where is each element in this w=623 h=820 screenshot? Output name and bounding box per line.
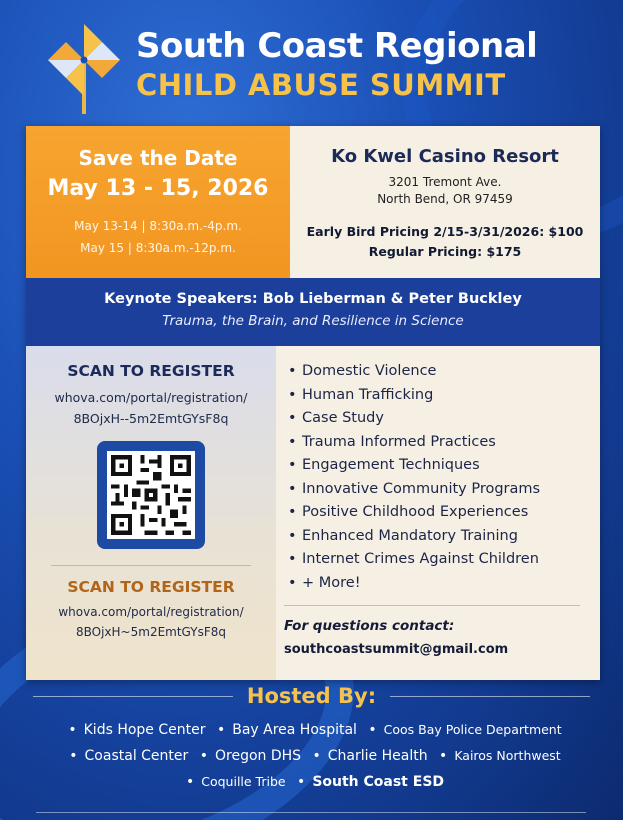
topic-item: • Human Trafficking <box>288 386 434 403</box>
registration-url-2[interactable] <box>26 602 276 642</box>
topic-item: • Positive Childhood Experiences <box>288 504 529 520</box>
divider <box>36 812 586 813</box>
topic-item: • Engagement Techniques <box>288 457 480 473</box>
title-line-1: South Coast Regional <box>136 26 538 66</box>
date-panel <box>26 126 290 278</box>
keynote-topic: Trauma, the Brain, and Resilience in Science <box>162 313 464 329</box>
hosted-by-section <box>0 684 623 795</box>
topic-item: • Trauma Informed Practices <box>288 433 496 450</box>
topic-item: • Enhanced Mandatory Training <box>288 527 518 544</box>
host-item: Oregon DHS <box>215 748 302 764</box>
contact-label: For questions contact: <box>284 618 455 634</box>
venue-panel <box>290 126 600 278</box>
host-item: Kairos Northwest <box>454 748 561 763</box>
topic-item: • + More! <box>288 574 361 591</box>
event-dates: May 13 - 15, 2026 <box>47 176 269 201</box>
registration-url-2-line-2: 8BOjxH~5m2EmtGYsF8q <box>76 625 226 639</box>
contact-email[interactable]: southcoastsummit@gmail.com <box>284 642 509 657</box>
address-line-1: 3201 Tremont Ave. <box>388 175 502 189</box>
venue-name: Ko Kwel Casino Resort <box>331 146 559 167</box>
time-line-2: May 15 | 8:30a.m.-12p.m. <box>80 241 236 255</box>
host-item: Charlie Health <box>327 748 428 764</box>
keynote-banner <box>26 278 600 346</box>
pinwheel-icon <box>44 20 124 114</box>
registration-url[interactable] <box>26 387 276 429</box>
host-item: Coquille Tribe <box>201 774 286 789</box>
topic-item: • Internet Crimes Against Children <box>288 551 539 567</box>
divider <box>284 605 580 606</box>
keynote-speakers: Keynote Speakers: Bob Lieberman & Peter Buckley <box>104 291 522 307</box>
divider <box>390 696 590 697</box>
pricing <box>290 222 600 262</box>
qr-code-frame[interactable] <box>97 441 205 549</box>
time-line-1: May 13-14 | 8:30a.m.-4p.m. <box>74 219 242 233</box>
hosted-by-title: Hosted By: <box>246 684 377 708</box>
host-list <box>0 717 623 795</box>
early-bird-pricing: Early Bird Pricing 2/15-3/31/2026: $100 <box>306 224 584 239</box>
topic-list <box>288 360 600 595</box>
info-card <box>26 126 600 680</box>
host-item: Kids Hope Center <box>83 722 206 738</box>
regular-pricing: Regular Pricing: $175 <box>368 244 522 259</box>
registration-url-2-line-1: whova.com/portal/registration/ <box>58 605 244 619</box>
host-item: Coos Bay Police Department <box>383 722 562 737</box>
qr-code-icon <box>107 451 195 539</box>
registration-url-line-1: whova.com/portal/registration/ <box>54 390 248 405</box>
host-row-1: • Kids Hope Center • Bay Area Hospital • Coos Bay Police Department <box>68 722 562 738</box>
save-the-date-label: Save the Date <box>78 146 238 170</box>
topic-item: • Case Study <box>288 410 384 426</box>
divider <box>33 696 233 697</box>
divider <box>51 565 251 566</box>
topic-item: • Innovative Community Programs <box>288 480 541 497</box>
address-line-2: North Bend, OR 97459 <box>377 192 513 206</box>
topic-item: • Domestic Violence <box>288 363 437 379</box>
topics-panel <box>276 346 600 680</box>
venue-address <box>290 174 600 208</box>
event-times <box>26 215 290 259</box>
header <box>44 18 604 114</box>
host-row-2: • Coastal Center • Oregon DHS • Charlie Health • Kairos Northwest <box>69 748 561 764</box>
registration-panel <box>26 346 276 680</box>
host-item: South Coast ESD <box>312 774 445 790</box>
host-row-3: • Coquille Tribe • South Coast ESD <box>185 774 445 790</box>
scan-to-register-heading-2: SCAN TO REGISTER <box>67 578 235 596</box>
title-line-2: CHILD ABUSE SUMMIT <box>136 68 506 102</box>
host-item: Coastal Center <box>84 748 189 764</box>
registration-url-line-2: 8BOjxH--5m2EmtGYsF8q <box>73 411 229 426</box>
host-item: Bay Area Hospital <box>232 722 357 738</box>
scan-to-register-heading: SCAN TO REGISTER <box>67 362 235 380</box>
